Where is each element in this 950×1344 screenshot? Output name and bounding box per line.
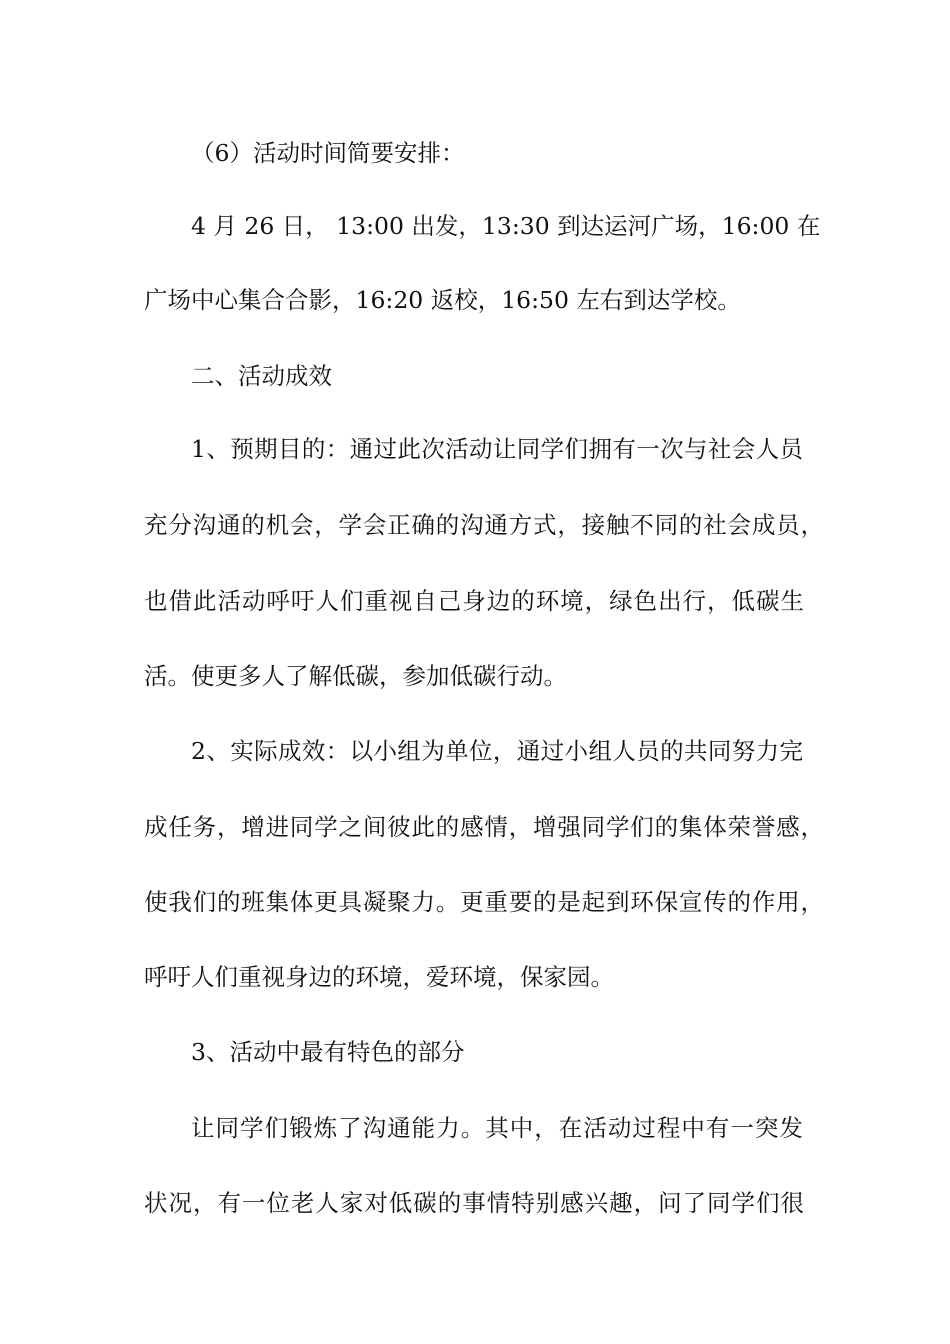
highlight-line-1: 让同学们锻炼了沟通能力。其中，在活动过程中有一突发	[191, 1114, 803, 1142]
schedule-line-1: 4 月 26 日， 13:00 出发，13:30 到达运河广场，16:00 在	[191, 212, 821, 240]
actual-results-line-3: 使我们的班集体更具凝聚力。更重要的是起到环保宣传的作用，	[144, 888, 824, 916]
schedule-heading: （6）活动时间简要安排：	[191, 139, 465, 167]
actual-results-line-1: 2、实际成效：以小组为单位，通过小组人员的共同努力完	[191, 737, 803, 765]
actual-results-line-4: 呼吁人们重视身边的环境，爱环境，保家园。	[144, 963, 614, 991]
actual-results-line-2: 成任务，增进同学之间彼此的感情，增强同学们的集体荣誉感，	[144, 813, 824, 841]
schedule-line-2: 广场中心集合合影，16:20 返校，16:50 左右到达学校。	[144, 286, 741, 314]
highlight-line-2: 状况，有一位老人家对低碳的事情特别感兴趣，问了同学们很	[144, 1189, 804, 1217]
expected-purpose-line-2: 充分沟通的机会，学会正确的沟通方式，接触不同的社会成员，	[144, 511, 824, 539]
expected-purpose-line-1: 1、预期目的：通过此次活动让同学们拥有一次与社会人员	[191, 435, 803, 463]
section-heading-results: 二、活动成效	[191, 362, 332, 390]
expected-purpose-line-3: 也借此活动呼吁人们重视自己身边的环境，绿色出行，低碳生	[144, 587, 804, 615]
expected-purpose-line-4: 活。使更多人了解低碳，参加低碳行动。	[144, 662, 567, 690]
section-heading-highlight: 3、活动中最有特色的部分	[191, 1038, 465, 1066]
